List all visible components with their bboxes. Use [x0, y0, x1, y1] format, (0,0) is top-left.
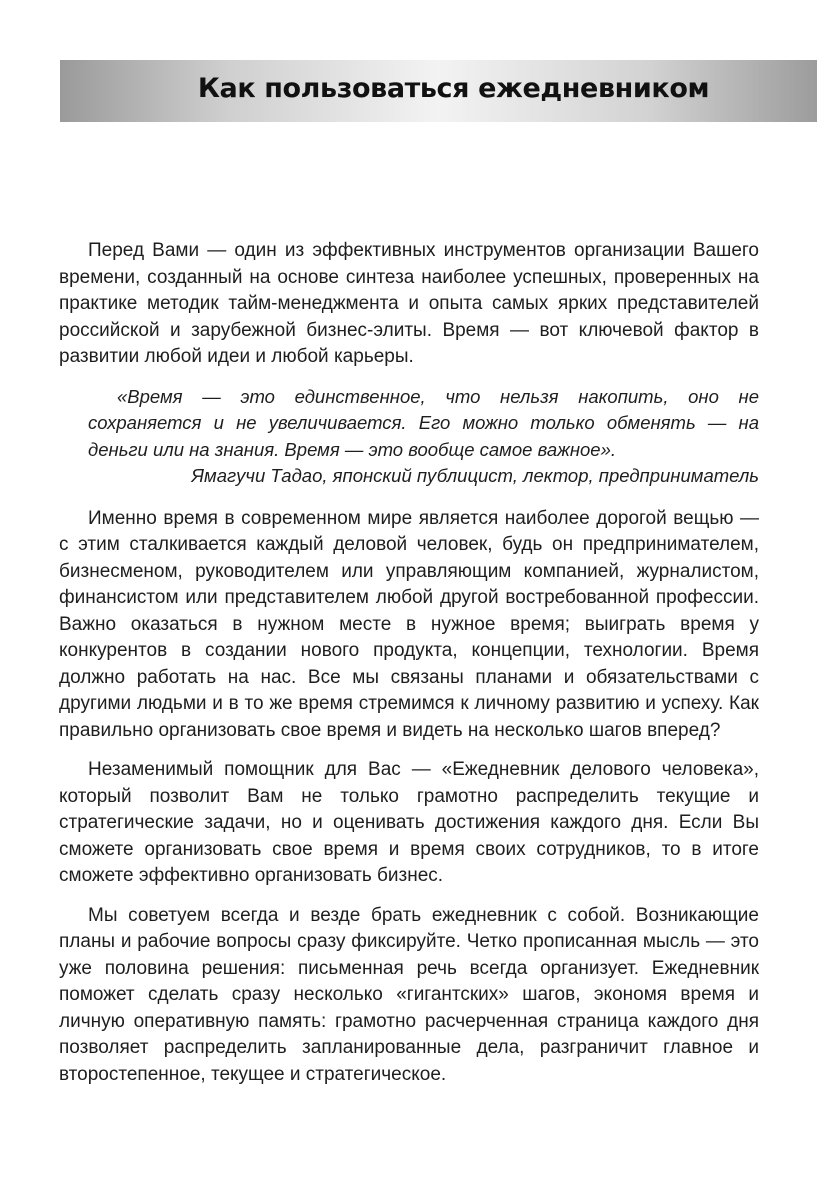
paragraph-intro: Перед Вами — один из эффективных инструментов организации Вашего времени, созданный на основе синтеза наиболее успешных, проверенных на практике методик тайм-менеджмента и опыта самых ярких представителей российской и зарубежной бизнес-элиты. Время — вот ключевой фактор в развитии любой идеи и любой карьеры.: [59, 240, 759, 367]
title-banner: [60, 60, 817, 122]
page-title: Как пользоваться ежедневником: [197, 73, 710, 104]
paragraph-advice: Мы советуем всегда и везде брать ежедневник с собой. Возникающие планы и рабочие вопросы сразу фиксируйте. Четко прописанная мысль — это уже половина решения: письменная речь всегда организует. Ежедневник поможет сделать сразу несколько «гигантских» шагов, экономя время и личную оперативную память: грамотно расчерченная страница каждого дня позволяет распределить запланированные дела, разграничит главное и второстепенное, текущее и стратегическое.: [59, 904, 759, 1085]
epigraph-author: Ямагучи Тадао, японский публицист, лектор, предприниматель: [191, 465, 759, 486]
paragraph-time-value: Именно время в современном мире является наиболее дорогой вещью — с этим сталкивается каждый деловой человек, будь он предпринимателем, бизнесменом, руководителем или управляющим компанией, журналистом, финансистом или представителем любой другой востребованной профессии. Важно оказаться в нужном месте в нужное время; выиграть время у конкурентов в создании нового продукта, концепции, технологии. Время должно работать на нас. Все мы связаны планами и обязательствами с другими людьми и в то же время стремимся к личному развитию и успеху. Как правильно организовать свое время и видеть на несколько шагов вперед?: [59, 507, 759, 741]
body-text: [59, 238, 759, 1101]
paragraph-planner-helper: Незаменимый помощник для Вас — «Ежедневник делового человека», который позволит Вам не только грамотно распределить текущие и стратегические задачи, но и оценивать достижения каждого дня. Если Вы сможете организовать свое время и время своих сотрудников, то в итоге сможете эффективно организовать бизнес.: [59, 759, 759, 886]
epigraph-quote: «Время — это единственное, что нельзя накопить, оно не сохраняется и не увеличивается. Его можно только обменять — на деньги или на знания. Время — это вообще самое важное».: [88, 385, 759, 460]
